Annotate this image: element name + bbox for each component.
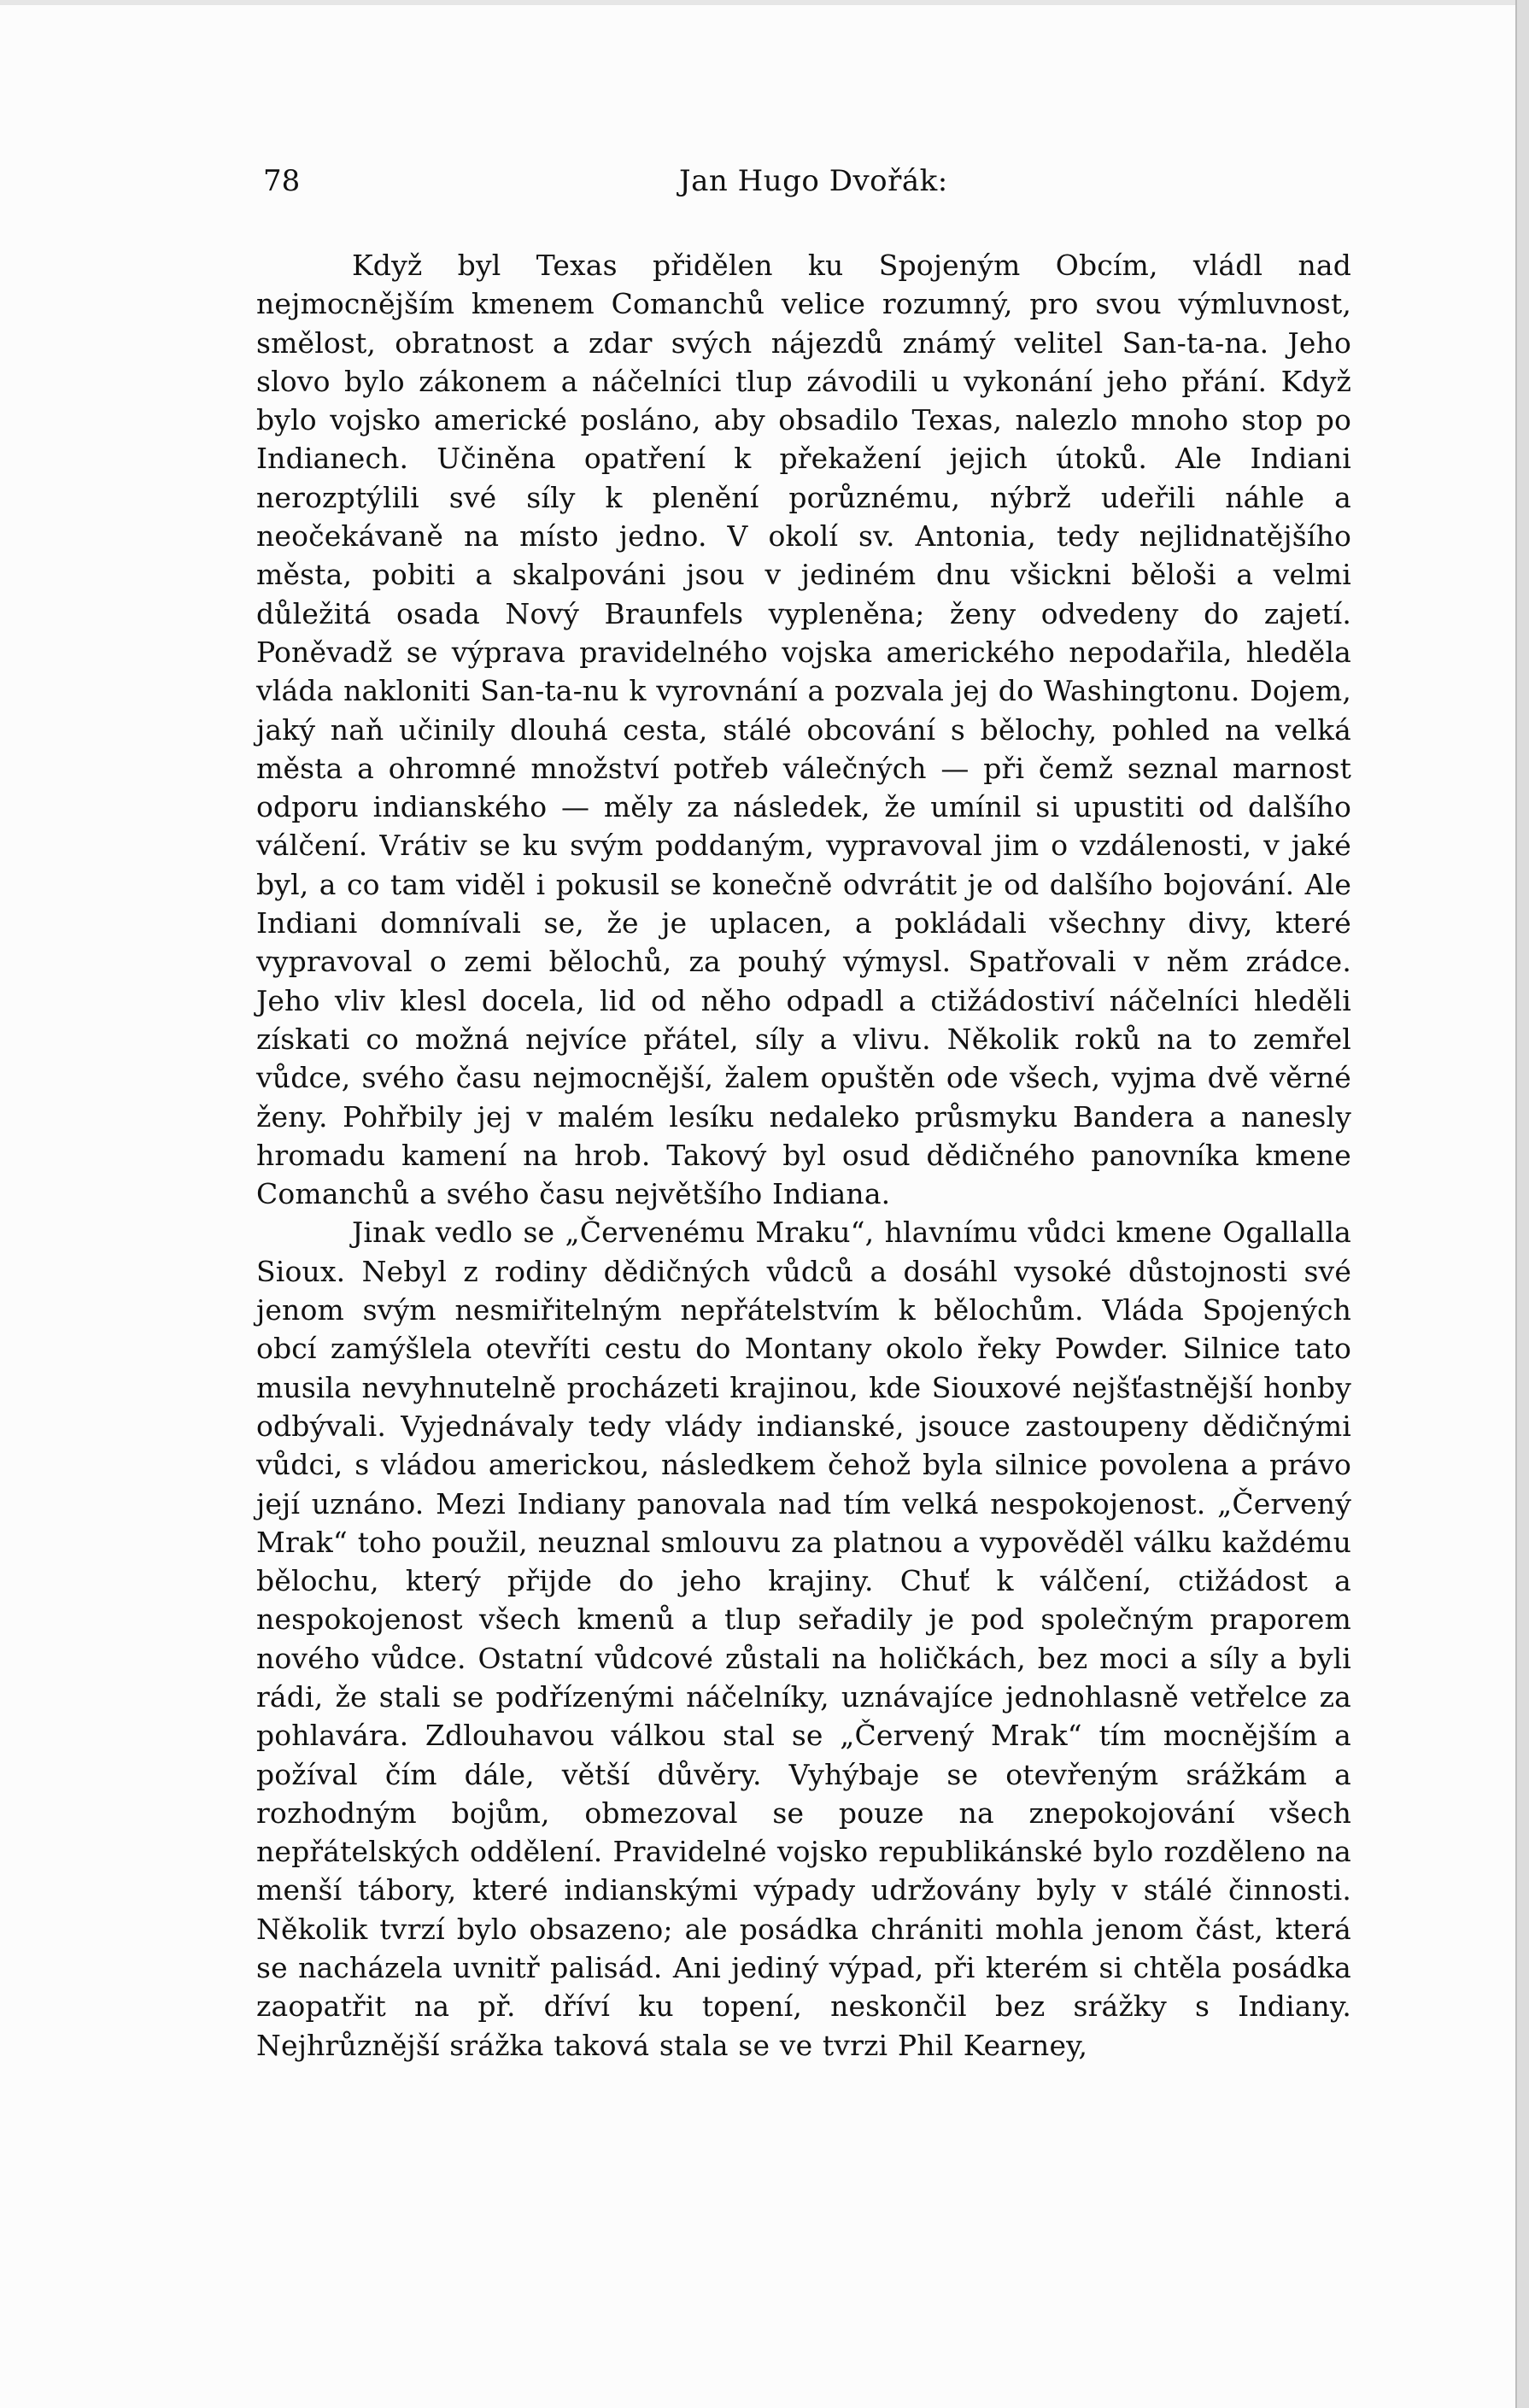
page-number: 78 — [263, 164, 301, 198]
running-head: Jan Hugo Dvořák: — [679, 164, 948, 198]
paragraph-1: Když byl Texas přidělen ku Spojeným Obcím, vládl nad nejmocnějším kmenem Comanchů velice rozumný, pro svou výmluvnost, smělost, obratnost a zdar svých nájezdů známý velitel San-ta-na. Jeho slovo bylo zákonem a náčelníci tlup závodili u vykonání jeho přání. Když bylo vojsko americké posláno, aby obsadilo Texas, nalezlo mnoho stop po Indianech. Učiněna opatření k překažení jejich útoků. Ale Indiani nerozptýlili své síly k plenění porůznému, nýbrž udeřili náhle a neočekávaně na místo jedno. V okolí sv. Antonia, tedy nejlidnatějšího města, pobiti a skalpováni jsou v jediném dnu všickni běloši a velmi důležitá osada Nový Braunfels vypleněna; ženy odvedeny do zajetí. Poněvadž se výprava pravidelného vojska amerického nepodařila, hleděla vláda nakloniti San-ta-nu k vyrovnání a pozvala jej do Washingtonu. Dojem, jaký naň učinily dlouhá cesta, stálé obcování s bělochy, pohled na velká města a ohromné množství potřeb válečných — při čemž seznal marnost odporu indianského — měly za následek, že umínil si upustiti od dalšího válčení. Vrátiv se ku svým poddaným, vypravoval jim o vzdálenosti, v jaké byl, a co tam viděl i pokusil se konečně odvrátit je od dalšího bojování. Ale Indiani domnívali se, že je uplacen, a pokládali všechny divy, které vypravoval o zemi bělochů, za pouhý výmysl. Spatřovali v něm zrádce. Jeho vliv klesl docela, lid od něho odpadl a ctižádostiví náčelníci hleděli získati co možná nejvíce přátel, síly a vlivu. Několik roků na to zemřel vůdce, svého času nejmocnější, žalem opuštěn ode všech, vyjma dvě věrné ženy. Pohřbily jej v malém lesíku nedaleko průsmyku Bandera a nanesly hromadu kamení na hrob. Takový byl osud dědičného panovníka kmene Comanchů a svého času největšího Indiana. — [256, 249, 1351, 1211]
page-header — [256, 164, 1350, 215]
paragraph-2: Jinak vedlo se „Červenému Mraku“, hlavnímu vůdci kmene Ogallalla Sioux. Nebyl z rodiny dědičných vůdců a dosáhl vysoké důstojnosti své jenom svým nesmiřitelným nepřátelstvím k bělochům. Vláda Spojených obcí zamýšlela otevříti cestu do Montany okolo řeky Powder. Silnice tato musila nevyhnutelně procházeti krajinou, kde Siouxové nejšťastnější honby odbývali. Vyjednávaly tedy vlády indianské, jsouce zastoupeny dědičnými vůdci, s vládou americkou, následkem čehož byla silnice povolena a právo její uznáno. Mezi Indiany panovala nad tím velká nespokojenost. „Červený Mrak“ toho použil, neuznal smlouvu za platnou a vypověděl válku každému bělochu, který přijde do jeho krajiny. Chuť k válčení, ctižádost a nespokojenost všech kmenů a tlup seřadily je pod společným praporem nového vůdce. Ostatní vůdcové zůstali na holičkách, bez moci a síly a byli rádi, že stali se podřízenými náčelníky, uznávajíce jednohlasně vetřelce za pohlavára. Zdlouhavou válkou stal se „Červený Mrak“ tím mocnějším a požíval čím dále, větší důvěry. Vyhýbaje se otevřeným srážkám a rozhodným bojům, obmezoval se pouze na znepokojování všech nepřátelských oddělení. Pravidelné vojsko republikánské bylo rozděleno na menší tábory, které indianskými výpady udržovány byly v stálé činnosti. Několik tvrzí bylo obsazeno; ale posádka chrániti mohla jenom část, která se nacházela uvnitř palisád. Ani jediný výpad, při kterém si chtěla posádka zaopatřit na př. dříví ku topení, neskončil bez srážky s Indiany. Nejhrůznější srážka taková stala se ve tvrzi Phil Kearney, — [256, 1216, 1351, 2062]
page-top-edge — [0, 0, 1529, 5]
page-right-edge — [1515, 0, 1529, 2408]
body-text — [256, 246, 1351, 2065]
